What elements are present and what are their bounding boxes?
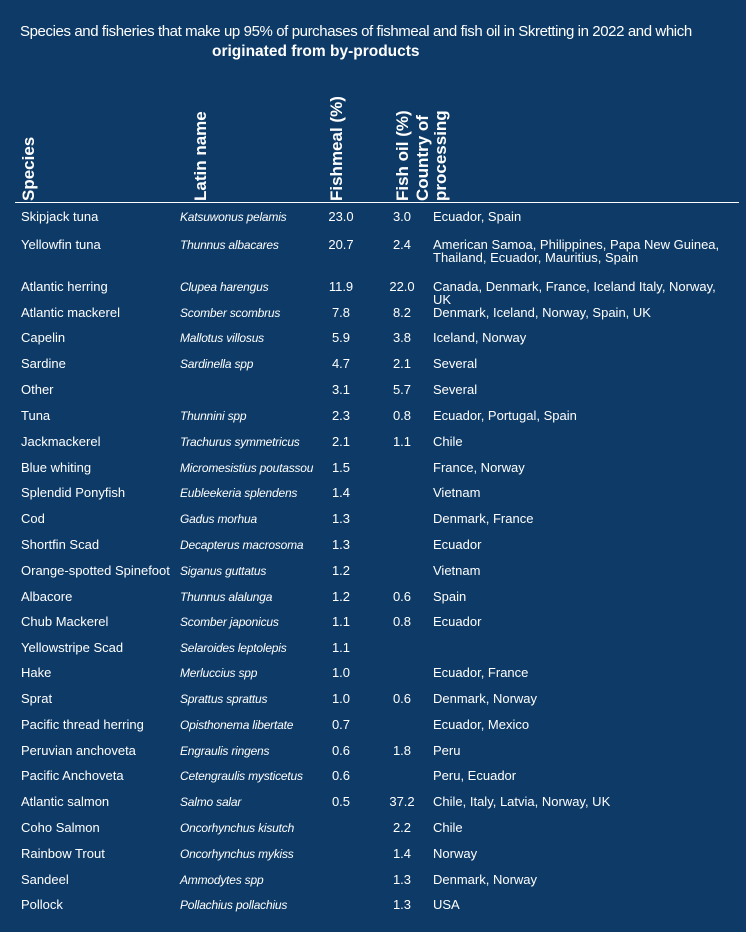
species-cell: Chub Mackerel: [21, 614, 109, 629]
country-cell: Denmark, Norway: [433, 872, 538, 887]
latin-name-cell: Katsuwonus pelamis: [180, 210, 287, 224]
species-cell: Splendid Ponyfish: [21, 485, 126, 500]
fishmeal-cell: 1.4: [331, 485, 351, 500]
country-cell: Iceland, Norway: [433, 330, 527, 345]
fish-oil-cell: 1.8: [392, 743, 412, 758]
latin-name-cell: Eubleekeria splendens: [180, 486, 298, 500]
latin-name-cell: Scomber scombrus: [180, 306, 281, 320]
country-cell: Denmark, Norway: [433, 691, 538, 706]
latin-name-cell: Oncorhynchus kisutch: [180, 821, 295, 835]
country-cell: Ecuador, France: [433, 665, 529, 680]
fishmeal-cell: 4.7: [331, 356, 351, 371]
species-cell: Other: [21, 382, 54, 397]
fish-oil-cell: 0.6: [392, 589, 412, 604]
species-cell: Atlantic herring: [21, 279, 108, 294]
fish-oil-cell: 0.8: [392, 614, 412, 629]
country-cell: Chile, Italy, Latvia, Norway, UK: [433, 794, 611, 809]
species-cell: Pacific thread herring: [21, 717, 144, 732]
fishmeal-cell: 0.5: [331, 794, 351, 809]
country-cell: Denmark, France: [433, 511, 534, 526]
species-cell: Hake: [21, 665, 52, 680]
fish-oil-cell: 8.2: [392, 305, 412, 320]
country-cell: Peru: [433, 743, 461, 758]
species-cell: Atlantic salmon: [21, 794, 110, 809]
country-cell: Ecuador, Portugal, Spain: [433, 408, 577, 423]
species-cell: Pacific Anchoveta: [21, 768, 124, 783]
fishmeal-cell: 2.1: [331, 434, 351, 449]
species-cell: Blue whiting: [21, 460, 92, 475]
country-cell: Vietnam: [433, 485, 481, 500]
species-cell: Yellowstripe Scad: [21, 640, 124, 655]
latin-name-cell: Thunnus albacares: [180, 238, 279, 252]
table-title-line2: originated from by-products: [212, 43, 420, 60]
fishmeal-cell: 1.0: [331, 665, 351, 680]
fishmeal-cell: 1.3: [331, 511, 351, 526]
header-country-line1: Country of: [413, 115, 432, 201]
fish-oil-cell: 1.1: [392, 434, 412, 449]
fishmeal-cell: 7.8: [331, 305, 351, 320]
country-cell: Canada, Denmark, France, Iceland Italy, Norway, UK: [433, 279, 716, 307]
species-cell: Coho Salmon: [21, 820, 100, 835]
country-cell: Several: [433, 382, 478, 397]
country-cell: Several: [433, 356, 478, 371]
latin-name-cell: Clupea harengus: [180, 280, 269, 294]
latin-name-cell: Trachurus symmetricus: [180, 435, 300, 449]
country-cell: Norway: [433, 846, 478, 861]
species-cell: Pollock: [21, 897, 63, 912]
country-cell: Denmark, Iceland, Norway, Spain, UK: [433, 305, 651, 320]
country-cell: American Samoa, Philippines, Papa New Guinea, Thailand, Ecuador, Mauritius, Spain: [433, 237, 720, 265]
fishmeal-cell: 1.2: [331, 563, 351, 578]
header-country-line2: processing: [431, 110, 450, 201]
latin-name-cell: Opisthonema libertate: [180, 718, 294, 732]
fishmeal-cell: 2.3: [331, 408, 351, 423]
fish-oil-cell: 2.2: [392, 820, 412, 835]
latin-name-cell: Pollachius pollachius: [180, 898, 288, 912]
fishmeal-cell: 1.1: [331, 640, 351, 655]
species-cell: Albacore: [21, 589, 73, 604]
latin-name-cell: Merluccius spp: [180, 666, 258, 680]
latin-name-cell: Mallotus villosus: [180, 331, 264, 345]
latin-name-cell: Siganus guttatus: [180, 564, 267, 578]
latin-name-cell: Sardinella spp: [180, 357, 254, 371]
latin-name-cell: Decapterus macrosoma: [180, 538, 304, 552]
fishmeal-cell: 23.0: [328, 209, 354, 224]
latin-name-cell: Scomber japonicus: [180, 615, 279, 629]
latin-name-cell: Sprattus sprattus: [180, 692, 268, 706]
latin-name-cell: Oncorhynchus mykiss: [180, 847, 294, 861]
latin-name-cell: Thunnus alalunga: [180, 590, 273, 604]
country-cell: Vietnam: [433, 563, 481, 578]
fishmeal-cell: 1.0: [331, 691, 351, 706]
species-cell: Orange-spotted Spinefoot: [21, 563, 170, 578]
country-cell: Ecuador, Spain: [433, 209, 522, 224]
header-species: Species: [19, 136, 38, 201]
fish-oil-cell: 37.2: [389, 794, 415, 809]
country-cell: Chile: [433, 820, 463, 835]
species-cell: Sandeel: [21, 872, 69, 887]
latin-name-cell: Micromesistius poutassou: [180, 461, 314, 475]
fishmeal-cell: 0.7: [331, 717, 351, 732]
fish-oil-cell: 1.3: [392, 872, 412, 887]
fishmeal-cell: 1.1: [331, 614, 351, 629]
fishmeal-cell: 3.1: [331, 382, 351, 397]
fish-oil-cell: 2.4: [392, 237, 412, 252]
fish-oil-cell: 1.4: [392, 846, 412, 861]
species-cell: Sardine: [21, 356, 66, 371]
latin-name-cell: Gadus morhua: [180, 512, 257, 526]
fishmeal-cell: 0.6: [331, 743, 351, 758]
header-fishmeal: Fishmeal (%): [327, 96, 346, 201]
latin-name-cell: Cetengraulis mysticetus: [180, 769, 303, 783]
fishmeal-cell: 11.9: [328, 279, 354, 294]
latin-name-cell: Ammodytes spp: [180, 873, 264, 887]
species-cell: Sprat: [21, 691, 53, 706]
country-cell: France, Norway: [433, 460, 525, 475]
latin-name-cell: Salmo salar: [180, 795, 242, 809]
species-cell: Capelin: [21, 330, 66, 345]
country-cell: Ecuador: [433, 614, 482, 629]
fishmeal-cell: 0.6: [331, 768, 351, 783]
species-cell: Skipjack tuna: [21, 209, 99, 224]
fish-oil-cell: 5.7: [392, 382, 412, 397]
table-title-line1: Species and fisheries that make up 95% of purchases of fishmeal and fish oil in Skretting in 2022 and which: [20, 23, 692, 40]
country-cell: Spain: [433, 589, 467, 604]
header-fish-oil: Fish oil (%): [393, 110, 412, 201]
header-divider: [15, 202, 739, 203]
header-country-of-processing: [414, 110, 450, 201]
country-cell: Ecuador, Mexico: [433, 717, 530, 732]
fish-oil-cell: 3.0: [392, 209, 412, 224]
fish-oil-cell: 2.1: [392, 356, 412, 371]
fishmeal-cell: 5.9: [331, 330, 351, 345]
latin-name-cell: Selaroides leptolepis: [180, 641, 287, 655]
country-cell: Chile: [433, 434, 463, 449]
species-cell: Shortfin Scad: [21, 537, 100, 552]
fish-oil-cell: 22.0: [389, 279, 415, 294]
species-cell: Cod: [21, 511, 45, 526]
fish-oil-cell: 3.8: [392, 330, 412, 345]
species-cell: Atlantic mackerel: [21, 305, 120, 320]
fish-oil-cell: 1.3: [392, 897, 412, 912]
fishmeal-cell: 1.2: [331, 589, 351, 604]
fishmeal-cell: 1.3: [331, 537, 351, 552]
country-cell: USA: [433, 897, 460, 912]
species-cell: Peruvian anchoveta: [21, 743, 136, 758]
country-cell: Ecuador: [433, 537, 482, 552]
country-cell: Peru, Ecuador: [433, 768, 517, 783]
latin-name-cell: Engraulis ringens: [180, 744, 270, 758]
fish-oil-cell: 0.8: [392, 408, 412, 423]
species-cell: Yellowfin tuna: [21, 237, 101, 252]
fishmeal-cell: 20.7: [328, 237, 354, 252]
species-cell: Tuna: [21, 408, 51, 423]
fishmeal-cell: 1.5: [331, 460, 351, 475]
species-cell: Jackmackerel: [21, 434, 101, 449]
latin-name-cell: Thunnini spp: [180, 409, 247, 423]
header-latin-name: Latin name: [191, 111, 210, 201]
fish-oil-cell: 0.6: [392, 691, 412, 706]
species-cell: Rainbow Trout: [21, 846, 105, 861]
